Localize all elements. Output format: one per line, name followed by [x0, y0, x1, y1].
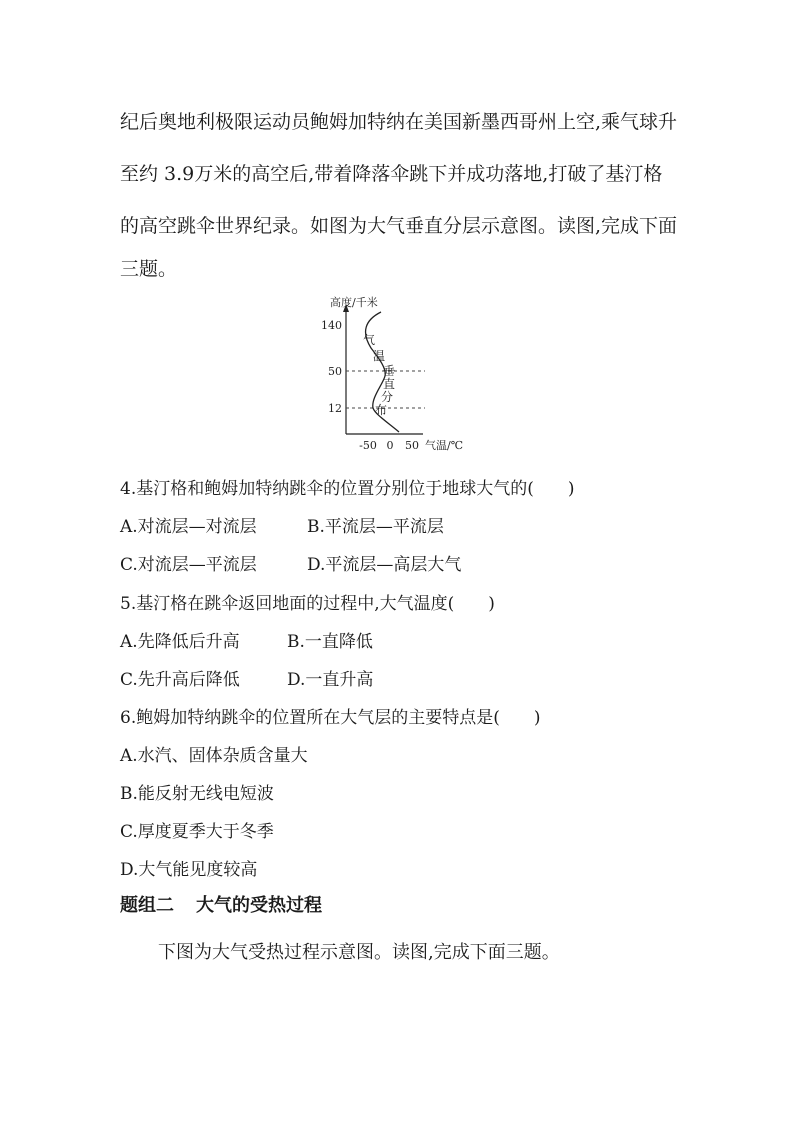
intro-line: 的高空跳伞世界纪录。如图为大气垂直分层示意图。读图,完成下面: [120, 215, 678, 237]
option-b: B.一直降低: [287, 632, 373, 652]
curve-label-char: 分: [381, 390, 394, 404]
option-c: C.厚度夏季大于冬季: [120, 822, 274, 842]
option-a: A.对流层—对流层: [120, 517, 257, 537]
option-d: D.大气能见度较高: [120, 860, 258, 880]
y-tick-label: 140: [321, 319, 342, 332]
intro-line: 三题。: [120, 258, 178, 280]
option-b: B.平流层—平流层: [307, 517, 444, 537]
curve-label-char: 垂: [383, 364, 396, 378]
question-4-options-row-2: [120, 550, 462, 575]
intro-line: 至约 3.9万米的高空后,带着降落伞跳下并成功落地,打破了基汀格: [120, 163, 663, 185]
x-tick-label: -50: [359, 439, 377, 452]
curve-label-char: 布: [375, 403, 388, 417]
option-c: C.先升高后降低: [120, 670, 240, 690]
x-tick-label: 50: [405, 439, 419, 452]
question-5-stem: 5.基汀格在跳伞返回地面的过程中,大气温度( ): [120, 594, 495, 614]
question-4-options-row-1: [120, 512, 444, 537]
y-tick-label: 50: [328, 365, 342, 378]
question-5-options-row-1: [120, 627, 373, 652]
option-d: D.平流层—高层大气: [307, 555, 462, 575]
x-tick-label: 0: [386, 439, 394, 452]
y-tick-label: 12: [328, 402, 342, 415]
curve-label-char: 气: [363, 333, 376, 347]
question-4-stem: 4.基汀格和鲍姆加特纳跳伞的位置分别位于地球大气的( ): [120, 479, 575, 499]
section-heading: [120, 891, 322, 917]
atmosphere-layer-figure: [315, 290, 485, 460]
question-5-options-row-2: [120, 665, 374, 690]
option-c: C.对流层—平流层: [120, 555, 257, 575]
curve-label-char: 温: [373, 349, 386, 363]
option-a: A.水汽、固体杂质含量大: [120, 746, 308, 766]
option-d: D.一直升高: [287, 670, 374, 690]
section-number: 题组二: [120, 895, 174, 916]
option-a: A.先降低后升高: [120, 632, 240, 652]
question-6-stem: 6.鲍姆加特纳跳伞的位置所在大气层的主要特点是( ): [120, 708, 541, 728]
curve-label-char: 直: [383, 377, 396, 391]
atmosphere-diagram: [315, 290, 485, 460]
section-title-text: 大气的受热过程: [196, 895, 322, 916]
option-b: B.能反射无线电短波: [120, 784, 274, 804]
intro-line: 纪后奥地利极限运动员鲍姆加特纳在美国新墨西哥州上空,乘气球升: [120, 111, 678, 133]
y-axis-label: 高度/千米: [330, 296, 378, 309]
x-axis-label: 气温/℃: [425, 439, 464, 452]
section-lead-text: 下图为大气受热过程示意图。读图,完成下面三题。: [158, 942, 560, 963]
intro-paragraph: [120, 96, 680, 286]
